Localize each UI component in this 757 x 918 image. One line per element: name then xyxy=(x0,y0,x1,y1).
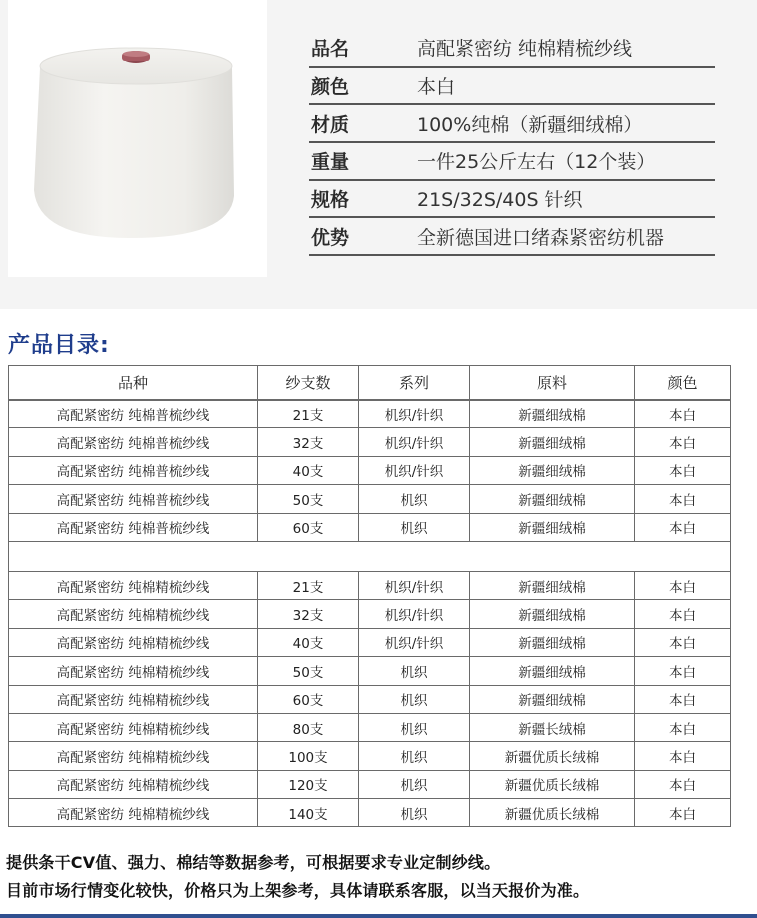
cell-series: 机织 xyxy=(359,513,470,541)
cell-count: 32支 xyxy=(258,600,359,628)
info-label: 规格 xyxy=(311,189,350,212)
cell-color: 本白 xyxy=(635,770,731,798)
info-label: 材质 xyxy=(311,113,350,136)
cell-variety: 高配紧密纺 纯棉精梳纱线 xyxy=(9,685,258,713)
cell-count: 50支 xyxy=(258,485,359,513)
cell-count: 60支 xyxy=(258,685,359,713)
info-row-name xyxy=(309,30,715,68)
column-header-color: 颜色 xyxy=(635,366,731,400)
info-row-weight xyxy=(309,143,715,181)
table-row xyxy=(9,400,731,428)
product-photo xyxy=(8,0,267,277)
cell-material: 新疆长绒棉 xyxy=(470,713,635,741)
cell-series: 机织 xyxy=(359,685,470,713)
cell-material: 新疆细绒棉 xyxy=(470,571,635,599)
table-row xyxy=(9,485,731,513)
note-line: 提供条干CV值、强力、棉结等数据参考，可根据要求专业定制纱线。 xyxy=(6,853,501,872)
cell-color: 本白 xyxy=(635,400,731,428)
info-row-material xyxy=(309,105,715,143)
table-row xyxy=(9,571,731,599)
cell-count: 21支 xyxy=(258,571,359,599)
cell-count: 40支 xyxy=(258,628,359,656)
cell-variety: 高配紧密纺 纯棉精梳纱线 xyxy=(9,742,258,770)
table-spacer-row xyxy=(9,541,731,571)
cell-count: 100支 xyxy=(258,742,359,770)
cell-material: 新疆细绒棉 xyxy=(470,400,635,428)
column-header-variety: 品种 xyxy=(9,366,258,400)
cell-count: 140支 xyxy=(258,799,359,827)
info-value: 100%纯棉（新疆细绒棉） xyxy=(417,113,643,136)
column-header-series: 系列 xyxy=(359,366,470,400)
cell-series: 机织 xyxy=(359,742,470,770)
cell-color: 本白 xyxy=(635,713,731,741)
table-row xyxy=(9,513,731,541)
cell-material: 新疆细绒棉 xyxy=(470,485,635,513)
cell-variety: 高配紧密纺 纯棉精梳纱线 xyxy=(9,713,258,741)
cell-material: 新疆细绒棉 xyxy=(470,600,635,628)
cell-series: 机织/针织 xyxy=(359,400,470,428)
cell-color: 本白 xyxy=(635,513,731,541)
cell-variety: 高配紧密纺 纯棉普梳纱线 xyxy=(9,513,258,541)
catalog-table xyxy=(8,365,731,827)
cell-color: 本白 xyxy=(635,428,731,456)
cell-count: 21支 xyxy=(258,400,359,428)
cell-variety: 高配紧密纺 纯棉精梳纱线 xyxy=(9,571,258,599)
table-row xyxy=(9,685,731,713)
cell-material: 新疆细绒棉 xyxy=(470,657,635,685)
cell-color: 本白 xyxy=(635,628,731,656)
cell-count: 120支 xyxy=(258,770,359,798)
product-info-table xyxy=(309,30,715,256)
table-row xyxy=(9,657,731,685)
cell-material: 新疆优质长绒棉 xyxy=(470,799,635,827)
cell-material: 新疆优质长绒棉 xyxy=(470,742,635,770)
cell-material: 新疆优质长绒棉 xyxy=(470,770,635,798)
info-value: 21S/32S/40S 针织 xyxy=(417,189,583,212)
info-row-spec xyxy=(309,181,715,219)
table-row xyxy=(9,428,731,456)
info-label: 优势 xyxy=(311,226,350,249)
column-header-count: 纱支数 xyxy=(258,366,359,400)
cell-variety: 高配紧密纺 纯棉精梳纱线 xyxy=(9,628,258,656)
cell-series: 机织/针织 xyxy=(359,456,470,484)
info-row-color xyxy=(309,68,715,106)
table-row xyxy=(9,600,731,628)
table-row xyxy=(9,742,731,770)
table-row xyxy=(9,713,731,741)
cell-color: 本白 xyxy=(635,657,731,685)
cell-variety: 高配紧密纺 纯棉普梳纱线 xyxy=(9,428,258,456)
info-value: 一件25公斤左右（12个装） xyxy=(417,151,656,174)
cell-count: 40支 xyxy=(258,456,359,484)
info-value: 高配紧密纺 纯棉精梳纱线 xyxy=(417,38,633,61)
info-label: 重量 xyxy=(311,151,350,174)
cell-series: 机织/针织 xyxy=(359,571,470,599)
cell-count: 32支 xyxy=(258,428,359,456)
cell-variety: 高配紧密纺 纯棉普梳纱线 xyxy=(9,400,258,428)
note-line: 目前市场行情变化较快，价格只为上架参考，具体请联系客服，以当天报价为准。 xyxy=(6,881,590,900)
info-row-advantage xyxy=(309,218,715,256)
cell-color: 本白 xyxy=(635,742,731,770)
cell-variety: 高配紧密纺 纯棉精梳纱线 xyxy=(9,799,258,827)
cell-series: 机织/针织 xyxy=(359,600,470,628)
cell-count: 60支 xyxy=(258,513,359,541)
notes-section xyxy=(6,849,589,905)
cell-material: 新疆细绒棉 xyxy=(470,513,635,541)
cell-color: 本白 xyxy=(635,456,731,484)
table-header-row xyxy=(9,366,731,400)
bottom-divider xyxy=(0,914,757,918)
cell-count: 80支 xyxy=(258,713,359,741)
cell-variety: 高配紧密纺 纯棉精梳纱线 xyxy=(9,657,258,685)
cell-series: 机织 xyxy=(359,770,470,798)
cell-color: 本白 xyxy=(635,685,731,713)
cell-series: 机织 xyxy=(359,713,470,741)
cell-series: 机织/针织 xyxy=(359,628,470,656)
cell-count: 50支 xyxy=(258,657,359,685)
table-row xyxy=(9,799,731,827)
cell-color: 本白 xyxy=(635,600,731,628)
info-label: 品名 xyxy=(311,38,350,61)
cell-material: 新疆细绒棉 xyxy=(470,685,635,713)
info-value: 本白 xyxy=(417,76,456,99)
info-value: 全新德国进口绪森紧密纺机器 xyxy=(417,226,665,249)
cell-material: 新疆细绒棉 xyxy=(470,428,635,456)
cell-series: 机织 xyxy=(359,799,470,827)
cell-color: 本白 xyxy=(635,799,731,827)
cell-color: 本白 xyxy=(635,571,731,599)
cell-variety: 高配紧密纺 纯棉普梳纱线 xyxy=(9,456,258,484)
cell-series: 机织 xyxy=(359,485,470,513)
catalog-title: 产品目录: xyxy=(8,333,110,358)
cell-series: 机织 xyxy=(359,657,470,685)
yarn-cone-image xyxy=(8,0,267,277)
cell-material: 新疆细绒棉 xyxy=(470,628,635,656)
table-row xyxy=(9,456,731,484)
spacer-cell xyxy=(9,541,731,571)
cell-series: 机织/针织 xyxy=(359,428,470,456)
cell-material: 新疆细绒棉 xyxy=(470,456,635,484)
table-row xyxy=(9,628,731,656)
cell-variety: 高配紧密纺 纯棉普梳纱线 xyxy=(9,485,258,513)
cell-variety: 高配紧密纺 纯棉精梳纱线 xyxy=(9,770,258,798)
cell-variety: 高配紧密纺 纯棉精梳纱线 xyxy=(9,600,258,628)
column-header-material: 原料 xyxy=(470,366,635,400)
table-row xyxy=(9,770,731,798)
cell-color: 本白 xyxy=(635,485,731,513)
info-label: 颜色 xyxy=(311,76,350,99)
